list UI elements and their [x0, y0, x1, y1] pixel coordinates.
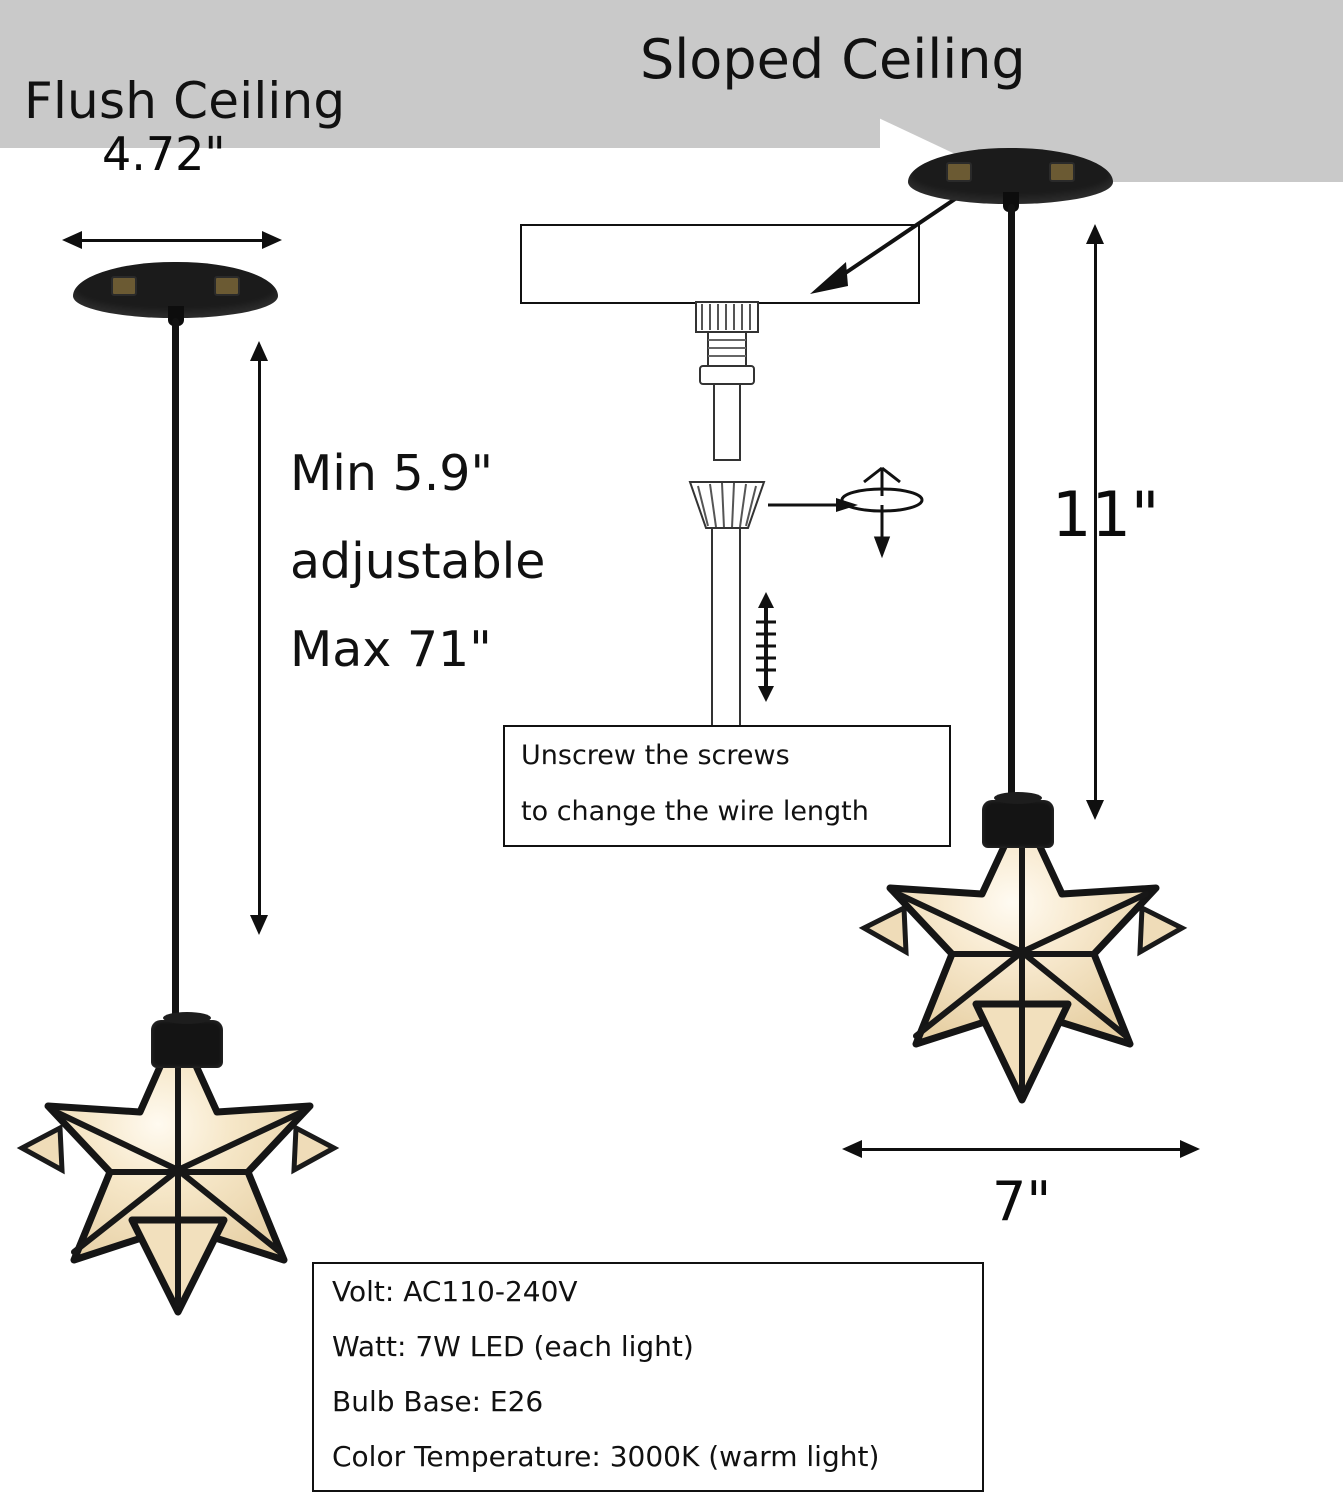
spec-bulb-base: Bulb Base: E26 [332, 1385, 544, 1418]
shade-width-arrow-right [1180, 1140, 1200, 1158]
canopy-width-arrow-right [262, 231, 282, 249]
flush-canopy [73, 262, 278, 318]
sloped-cord [1008, 204, 1015, 812]
canopy-screw-right-icon [214, 276, 240, 296]
flush-ceiling-label: Flush Ceiling [24, 72, 346, 130]
unscrew-note-line-2: to change the wire length [521, 796, 869, 827]
canopy-width-value: 4.72" [102, 127, 226, 181]
sloped-canopy-screw-left-icon [946, 162, 972, 182]
sloped-drop-arrow-up [1086, 224, 1104, 244]
flush-lamp-socket [151, 1020, 223, 1068]
sloped-ceiling-label: Sloped Ceiling [640, 28, 1026, 91]
unscrew-note-line-1: Unscrew the screws [521, 740, 790, 771]
canopy-screw-left-icon [111, 276, 137, 296]
drop-length-line [258, 359, 261, 919]
sloped-drop-value: 11" [1052, 478, 1160, 551]
drop-length-labels [290, 430, 620, 694]
sloped-canopy-screw-right-icon [1049, 162, 1075, 182]
wire-adjuster-detail-icon [650, 300, 950, 730]
spec-watt: Watt: 7W LED (each light) [332, 1330, 694, 1363]
sloped-lamp-socket [982, 800, 1054, 848]
max-drop-label: Max 71" [290, 621, 492, 678]
drop-length-arrow-down [250, 915, 268, 935]
spec-volt: Volt: AC110-240V [332, 1275, 578, 1308]
spec-color-temperature: Color Temperature: 3000K (warm light) [332, 1440, 880, 1473]
canopy-width-line [80, 239, 273, 242]
sloped-star-pendant [850, 800, 1180, 1100]
shade-width-line [862, 1148, 1192, 1151]
adjustable-label: adjustable [290, 533, 546, 590]
drop-length-arrow-up [250, 341, 268, 361]
specifications-box [312, 1262, 984, 1492]
canopy-width-arrow-left [62, 231, 82, 249]
flush-cord [172, 318, 179, 1028]
flush-star-pendant [12, 1020, 342, 1320]
shade-width-value: 7" [992, 1170, 1052, 1233]
min-drop-label: Min 5.9" [290, 445, 493, 502]
shade-width-arrow-left [842, 1140, 862, 1158]
